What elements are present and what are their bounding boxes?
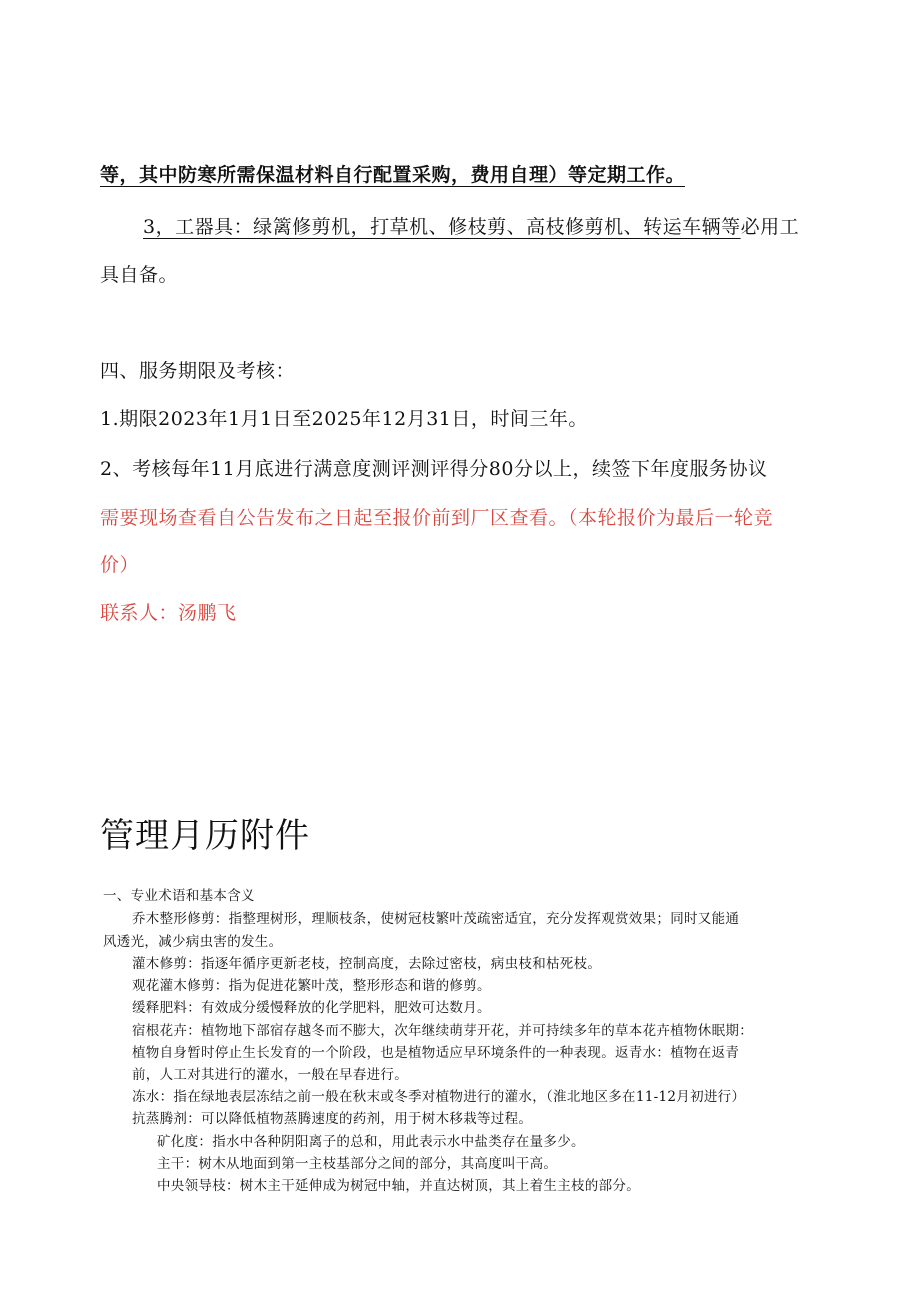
- term-line: 冻水：指在绿地表层冻结之前一般在秋末或冬季对植物进行的灌水，（淮北地区多在11-12月初进行）: [132, 1089, 746, 1105]
- contact-person: 联系人：汤鹏飞: [100, 602, 237, 624]
- term-line: 前，人工对其进行的灌水，一般在早春进行。: [132, 1067, 408, 1083]
- continuation-line: 等，其中防寒所需保温材料自行配置采购，费用自理）等定期工作。: [100, 164, 686, 186]
- term-line: 宿根花卉：植物地下部宿存越冬而不膨大，次年继续萌芽开花，并可持续多年的草本花卉植物休眠期：: [132, 1023, 753, 1039]
- tools-line: [143, 212, 799, 239]
- term-line: 抗蒸腾剂：可以降低植物蒸腾速度的药剂，用于树木移栽等过程。: [132, 1111, 533, 1127]
- tools-rest-text: 必用工: [740, 216, 800, 238]
- term-line: 风透光，减少病虫害的发生。: [103, 934, 283, 950]
- appendix-title: 管理月历附件: [100, 816, 310, 856]
- service-assessment: 2、考核每年11月底进行满意度测评测评得分80分以上，续签下年度服务协议: [100, 458, 768, 480]
- service-period: 1.期限2023年1月1日至2025年12月31日，时间三年。: [100, 408, 588, 430]
- term-line: 观花灌木修剪：指为促进花繁叶茂，整形形态和谐的修剪。: [132, 978, 491, 994]
- tools-line-end: 具自备。: [100, 264, 179, 286]
- term-line: 乔木整形修剪：指整理树形，理顺枝条，使树冠枝繁叶茂疏密适宜，充分发挥观赏效果；同时又能通: [132, 911, 740, 927]
- terms-heading: 一、专业术语和基本含义: [103, 888, 255, 904]
- service-heading: 四、服务期限及考核：: [100, 360, 296, 382]
- site-visit-notice-end: 价）: [100, 554, 140, 576]
- term-line: 矿化度：指水中各种阴阳离子的总和，用此表示水中盐类存在量多少。: [157, 1134, 585, 1150]
- term-line: 灌木修剪：指逐年循序更新老枝，控制高度，去除过密枝，病虫枝和枯死枝。: [132, 956, 602, 972]
- term-line: 主干：树木从地面到第一主枝基部分之间的部分，其高度叫干高。: [157, 1156, 558, 1172]
- tools-underlined-text: 3，工器具：绿篱修剪机，打草机、修枝剪、高枝修剪机、转运车辆等: [143, 216, 741, 238]
- term-line: 缓释肥料：有效成分缓慢释放的化学肥料，肥效可达数月。: [132, 1000, 491, 1016]
- term-line: 中央领导枝：树木主干延伸成为树冠中轴，并直达树顶，其上着生主枝的部分。: [157, 1178, 640, 1194]
- term-line: 植物自身暂时停止生长发育的一个阶段，也是植物适应早环境条件的一种表现。返青水：植物在返青: [132, 1045, 740, 1061]
- site-visit-notice: 需要现场查看自公告发布之日起至报价前到厂区查看。（本轮报价为最后一轮竞: [100, 507, 774, 529]
